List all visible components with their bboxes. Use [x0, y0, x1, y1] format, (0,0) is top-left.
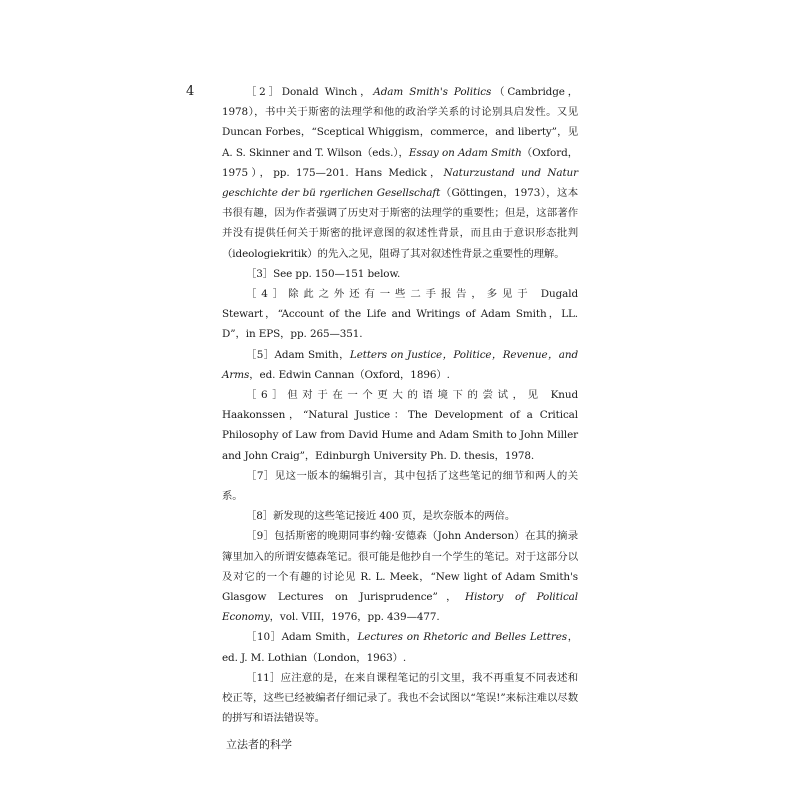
- footnote-title: Lectures on Rhetoric and Belles Lettres: [357, 631, 568, 644]
- footnote-text: （Oxford，1975），pp. 175—201. Hans Medick，: [222, 146, 578, 179]
- footnote-title: Letters on Justice，Politice，Revenue，and Arms: [222, 348, 578, 381]
- footnote-text: ，ed. J. M. Lothian（London，1963）.: [222, 631, 578, 664]
- footnote-text: （Cambridge，1978），书中关于斯密的法理学和他的政治学关系的讨论别具启发性。又见 Duncan Forbes，“Sceptical Whiggism，commerce，and liberty”，见 A. S. Skinner and T. Wilson（eds.），: [222, 86, 579, 159]
- footnote: [222, 506, 578, 526]
- footnote-text: ［7］见这一版本的编辑引言，其中包括了这些笔记的细节和两人的关系。: [222, 469, 578, 503]
- footnote: [222, 627, 578, 667]
- footnote-text: ［2］Donald Winch，: [246, 86, 374, 98]
- footnote-text: ，ed. Edwin Cannan（Oxford，1896）.: [249, 368, 450, 381]
- footnote-text: ［3］See pp. 150—151 below.: [246, 267, 401, 280]
- footnote: [222, 264, 578, 284]
- footnote: [222, 284, 578, 345]
- footnote-text: （Göttingen，1973），这本书很有趣，因为作者强调了历史对于斯密的法理学的重要性；但是，这部著作并没有提供任何关于斯密的批评意图的叙述性背景，而且由于意识形态批判（ideologiekritik）的先入之见，阻碍了其对叙述性背景之重要性的理解。: [222, 187, 578, 260]
- footnote-text: ［11］应注意的是，在来自课程笔记的引文里，我不再重复不同表述和校正等，这些已经被编者仔细记录了。我也不会试图以“笔误!”来标注难以尽数的拼写和语法错误等。: [222, 671, 578, 725]
- footnote: [222, 668, 578, 729]
- footnote-title: History of Political Economy: [222, 591, 578, 624]
- footnote: [222, 82, 578, 264]
- footnotes-block: [222, 82, 578, 729]
- page-number: 4: [186, 84, 195, 99]
- running-footer: 立法者的科学: [226, 738, 292, 751]
- footnote-text: ［6］但对于在一个更大的语境下的尝试，见 Knud Haakonssen，“Natural Justice：The Development of a Critical Philosophy of Law from David Hume and Adam Smith to John Miller and John Craig”，Edinburgh University Ph. D. thesis，1978.: [222, 389, 578, 462]
- footnote: [222, 385, 578, 466]
- footnote-text: ，vol. VIII，1976，pp. 439—477.: [269, 611, 440, 624]
- footnote-text: ［10］Adam Smith，: [246, 631, 358, 644]
- footnote-text: ［5］Adam Smith，: [246, 348, 350, 361]
- footnote-text: ［8］新发现的这些笔记接近 400 页，是坎奈版本的两倍。: [246, 510, 516, 523]
- footnote: [222, 526, 578, 627]
- footnote-title: Essay on Adam Smith: [408, 146, 522, 159]
- footnote-title: Naturzustand und Natur geschichte der bü rgerlichen Gesellschaft: [222, 166, 578, 200]
- footnote-title: Adam Smith's Politics: [373, 86, 492, 98]
- footnote: [222, 345, 578, 385]
- footnote: [222, 466, 578, 506]
- footnote-text: ［4］除此之外还有一些二手报告，多见于 Dugald Stewart，“Account of the Life and Writings of Adam Smith，LL. D”，in EPS，pp. 265—351.: [222, 288, 578, 341]
- footnote-text: ［9］包括斯密的晚期同事约翰·安德森（John Anderson）在其的摘录簿里加入的所谓安德森笔记。很可能是他抄自一个学生的笔记。对于这部分以及对它的一个有趣的讨论见 R. L. Meek，“New light of Adam Smith's Glasgow Lectures on Jurisprudence”，: [222, 530, 578, 604]
